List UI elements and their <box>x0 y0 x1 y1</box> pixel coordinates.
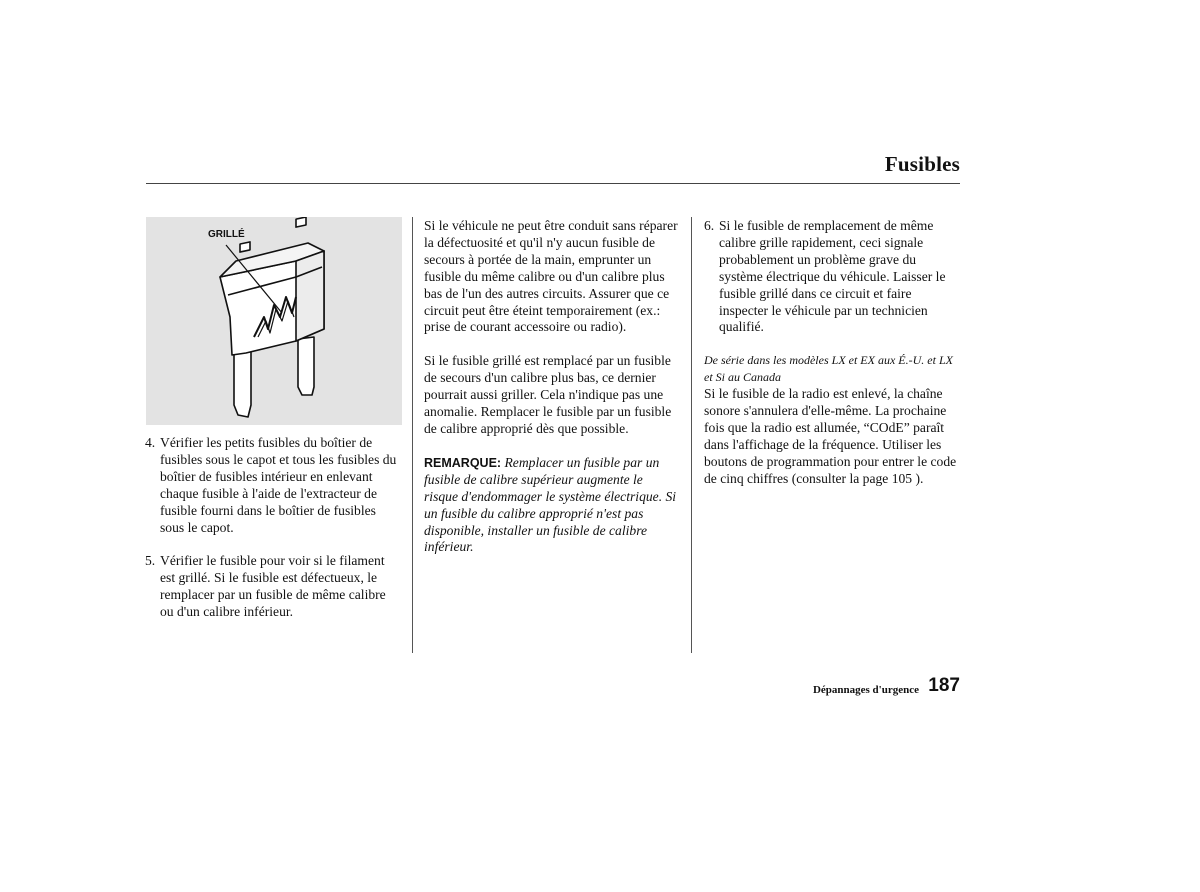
column-divider <box>691 217 692 653</box>
note-label: REMARQUE: <box>424 455 502 470</box>
list-number: 4. <box>145 435 156 450</box>
list-text: Vérifier le fusible pour voir si le filament est grillé. Si le fusible est défectueux, le remplacer par un fusible de même calibre ou d'un calibre inférieur. <box>160 553 386 620</box>
paragraph: Si le véhicule ne peut être conduit sans réparer la défectuosité et qu'il n'y aucun fusible de secours à portée de la main, emprunter un fusible du même calibre ou d'un calibre plus bas de l'un des autres circuits. Assurer que ce circuit peut être éteint temporairement (ex.: prise de courant accessoire ou radio). <box>424 218 678 335</box>
list-text: Vérifier les petits fusibles du boîtier de fusibles sous le capot et tous les fusibles du boîtier de fusibles intérieur en enlevant chaque fusible à l'aide de l'extracteur de fusible fourni dans le boîtier de fusibles sous le capot. <box>160 435 397 535</box>
page-title: Fusibles <box>884 152 960 176</box>
figure-label: GRILLÉ <box>208 229 245 240</box>
list-text: Si le fusible de remplacement de même calibre grille rapidement, ceci signale probablement un problème grave du système électrique du véhicule. Laisser le fusible grillé dans ce circuit et faire inspecter le véhicule par un technicien qualifié. <box>719 218 946 335</box>
paragraph: Si le fusible de la radio est enlevé, la chaîne sonore s'annulera d'elle-même. La prochaine fois que la radio est allumée, “COdE” paraît dans l'affichage de la fréquence. Utiliser les boutons de programmation pour entrer le code de cinq chiffres (consulter la page 105 ). <box>704 386 957 486</box>
paragraph: Si le fusible grillé est remplacé par un fusible de secours d'un calibre plus bas, ce dernier pourrait aussi griller. Cela n'indique pas une anomalie. Remplacer le fusible par un fusible de calibre approprié dès que possible. <box>424 353 672 436</box>
note-text: Remplacer un fusible par un fusible de calibre supérieur augmente le risque d'endommager le système électrique. Si un fusible du calibre approprié n'est pas disponible, installer un fusible de calibre inférieur. <box>424 454 677 555</box>
column-divider <box>412 217 413 653</box>
title-divider <box>146 183 960 184</box>
list-item <box>704 218 960 336</box>
column-3 <box>704 218 960 488</box>
page-number: 187 <box>928 675 960 696</box>
model-note: De série dans les modèles LX et EX aux É.-U. et LX et Si au Canada <box>704 353 953 385</box>
fuse-figure <box>146 217 402 425</box>
column-2 <box>424 218 680 556</box>
note <box>424 455 680 556</box>
column-1 <box>145 435 401 621</box>
list-item <box>145 435 401 536</box>
list-item <box>145 553 401 621</box>
footer-section-title: Dépannages d'urgence <box>812 684 919 696</box>
list-number: 6. <box>704 218 715 233</box>
blown-fuse-illustration-icon <box>146 217 402 425</box>
list-number: 5. <box>145 553 156 569</box>
